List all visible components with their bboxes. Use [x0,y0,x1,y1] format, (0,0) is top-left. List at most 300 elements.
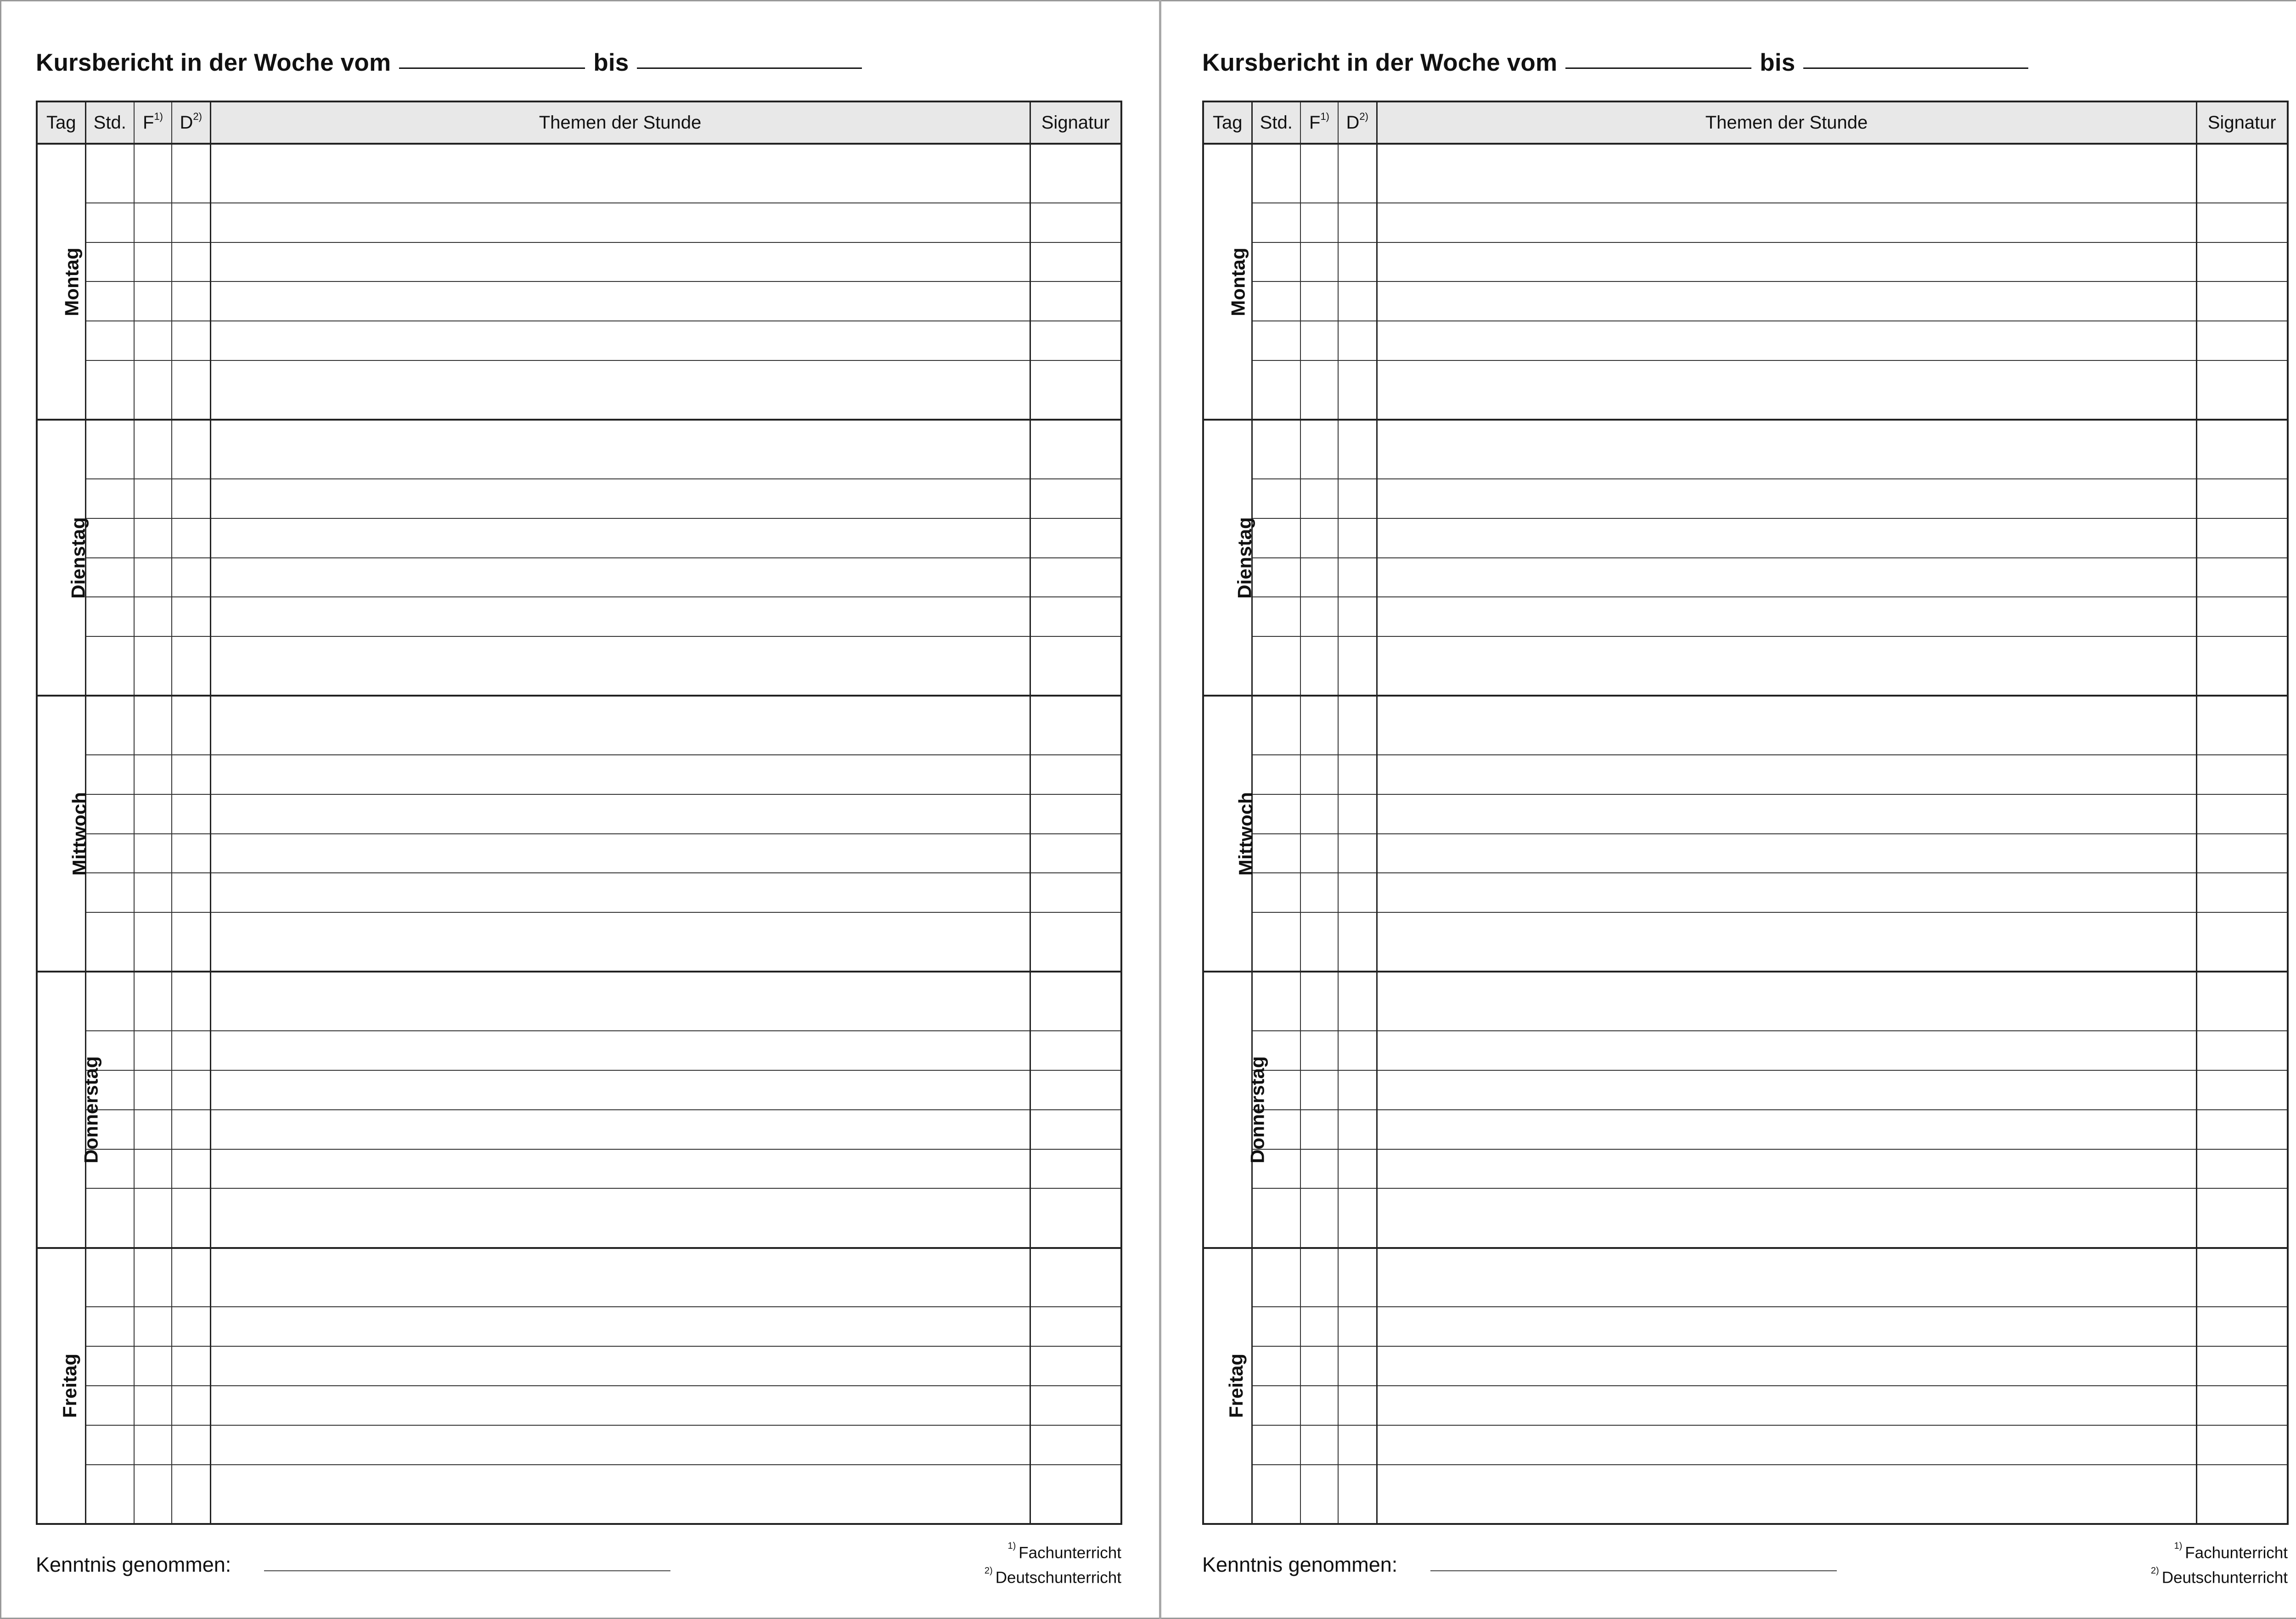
topic-cell[interactable] [210,1425,1030,1465]
topic-cell[interactable] [1377,1307,2196,1346]
signature-cell[interactable] [2196,321,2288,360]
d-cell[interactable] [1338,597,1377,636]
f-cell[interactable] [1300,834,1338,873]
signature-cell[interactable] [2196,1149,2288,1189]
f-cell[interactable] [1300,1031,1338,1070]
std-cell[interactable] [1252,636,1300,696]
std-cell[interactable] [85,1386,134,1425]
std-cell[interactable] [85,558,134,597]
f-cell[interactable] [1300,321,1338,360]
signature-cell[interactable] [1030,281,1121,321]
d-cell[interactable] [1338,972,1377,1031]
signature-cell[interactable] [1030,1465,1121,1524]
signature-cell[interactable] [2196,1110,2288,1149]
topic-cell[interactable] [210,1386,1030,1425]
topic-cell[interactable] [1377,242,2196,282]
f-cell[interactable] [134,1465,172,1524]
std-cell[interactable] [85,873,134,912]
d-cell[interactable] [1338,1110,1377,1149]
f-cell[interactable] [1300,479,1338,518]
d-cell[interactable] [172,321,210,360]
d-cell[interactable] [1338,518,1377,558]
topic-cell[interactable] [1377,479,2196,518]
std-cell[interactable] [85,321,134,360]
f-cell[interactable] [1300,203,1338,242]
std-cell[interactable] [85,1346,134,1386]
signature-cell[interactable] [1030,518,1121,558]
f-cell[interactable] [1300,144,1338,203]
topic-cell[interactable] [1377,1248,2196,1307]
topic-cell[interactable] [1377,360,2196,420]
topic-cell[interactable] [210,972,1030,1031]
std-cell[interactable] [1252,203,1300,242]
d-cell[interactable] [1338,1188,1377,1248]
topic-cell[interactable] [210,242,1030,282]
std-cell[interactable] [85,144,134,203]
topic-cell[interactable] [210,794,1030,834]
f-cell[interactable] [1300,360,1338,420]
signature-cell[interactable] [1030,1307,1121,1346]
f-cell[interactable] [1300,1248,1338,1307]
d-cell[interactable] [1338,144,1377,203]
d-cell[interactable] [1338,1070,1377,1110]
d-cell[interactable] [1338,755,1377,794]
d-cell[interactable] [172,972,210,1031]
signature-cell[interactable] [1030,1110,1121,1149]
signature-cell[interactable] [1030,1248,1121,1307]
std-cell[interactable] [1252,1188,1300,1248]
signature-cell[interactable] [1030,203,1121,242]
signature-cell[interactable] [2196,636,2288,696]
d-cell[interactable] [172,479,210,518]
d-cell[interactable] [1338,794,1377,834]
std-cell[interactable] [1252,873,1300,912]
f-cell[interactable] [1300,1070,1338,1110]
d-cell[interactable] [172,1188,210,1248]
d-cell[interactable] [1338,1386,1377,1425]
signature-cell[interactable] [1030,597,1121,636]
topic-cell[interactable] [210,912,1030,972]
d-cell[interactable] [1338,1031,1377,1070]
d-cell[interactable] [1338,834,1377,873]
topic-cell[interactable] [210,479,1030,518]
d-cell[interactable] [172,1070,210,1110]
std-cell[interactable] [85,203,134,242]
d-cell[interactable] [1338,1248,1377,1307]
f-cell[interactable] [134,203,172,242]
f-cell[interactable] [134,1346,172,1386]
topic-cell[interactable] [1377,912,2196,972]
topic-cell[interactable] [210,203,1030,242]
topic-cell[interactable] [1377,972,2196,1031]
f-cell[interactable] [134,636,172,696]
topic-cell[interactable] [1377,1386,2196,1425]
d-cell[interactable] [172,420,210,479]
topic-cell[interactable] [210,1465,1030,1524]
topic-cell[interactable] [210,360,1030,420]
signature-cell[interactable] [2196,1307,2288,1346]
signature-cell[interactable] [2196,1386,2288,1425]
d-cell[interactable] [172,1248,210,1307]
f-cell[interactable] [134,1425,172,1465]
d-cell[interactable] [172,912,210,972]
topic-cell[interactable] [1377,873,2196,912]
topic-cell[interactable] [1377,636,2196,696]
d-cell[interactable] [1338,1465,1377,1524]
std-cell[interactable] [85,636,134,696]
signature-cell[interactable] [1030,1188,1121,1248]
d-cell[interactable] [172,518,210,558]
f-cell[interactable] [134,972,172,1031]
std-cell[interactable] [1252,1346,1300,1386]
d-cell[interactable] [172,597,210,636]
f-cell[interactable] [1300,281,1338,321]
signature-cell[interactable] [2196,1031,2288,1070]
f-cell[interactable] [1300,696,1338,755]
std-cell[interactable] [1252,597,1300,636]
topic-cell[interactable] [210,1149,1030,1189]
signature-cell[interactable] [1030,558,1121,597]
std-cell[interactable] [1252,1307,1300,1346]
d-cell[interactable] [172,360,210,420]
f-cell[interactable] [1300,1346,1338,1386]
f-cell[interactable] [1300,912,1338,972]
signature-cell[interactable] [1030,1386,1121,1425]
std-cell[interactable] [1252,321,1300,360]
std-cell[interactable] [1252,420,1300,479]
topic-cell[interactable] [210,281,1030,321]
d-cell[interactable] [172,834,210,873]
signature-cell[interactable] [2196,281,2288,321]
topic-cell[interactable] [210,873,1030,912]
std-cell[interactable] [1252,1248,1300,1307]
f-cell[interactable] [1300,518,1338,558]
std-cell[interactable] [1252,696,1300,755]
d-cell[interactable] [172,636,210,696]
std-cell[interactable] [85,1307,134,1346]
signature-cell[interactable] [2196,1248,2288,1307]
signature-cell[interactable] [2196,834,2288,873]
signature-cell[interactable] [1030,1070,1121,1110]
signature-cell[interactable] [1030,972,1121,1031]
signature-cell[interactable] [2196,1346,2288,1386]
date-from-blank[interactable] [1565,67,1751,69]
f-cell[interactable] [1300,242,1338,282]
f-cell[interactable] [134,321,172,360]
d-cell[interactable] [172,558,210,597]
std-cell[interactable] [85,242,134,282]
d-cell[interactable] [172,1425,210,1465]
signature-cell[interactable] [2196,203,2288,242]
signature-cell[interactable] [2196,242,2288,282]
signature-cell[interactable] [2196,597,2288,636]
d-cell[interactable] [1338,636,1377,696]
f-cell[interactable] [1300,755,1338,794]
date-from-blank[interactable] [399,67,585,69]
d-cell[interactable] [1338,479,1377,518]
signature-cell[interactable] [1030,1425,1121,1465]
std-cell[interactable] [85,972,134,1031]
f-cell[interactable] [134,597,172,636]
signature-cell[interactable] [2196,479,2288,518]
date-to-blank[interactable] [637,67,862,69]
f-cell[interactable] [134,1248,172,1307]
std-cell[interactable] [1252,360,1300,420]
d-cell[interactable] [1338,1425,1377,1465]
d-cell[interactable] [1338,203,1377,242]
f-cell[interactable] [1300,1425,1338,1465]
std-cell[interactable] [1252,1465,1300,1524]
f-cell[interactable] [134,360,172,420]
signature-cell[interactable] [1030,1346,1121,1386]
std-cell[interactable] [1252,144,1300,203]
topic-cell[interactable] [210,1188,1030,1248]
topic-cell[interactable] [1377,518,2196,558]
std-cell[interactable] [85,281,134,321]
f-cell[interactable] [1300,972,1338,1031]
table-row [1203,755,2288,794]
d-cell[interactable] [172,1110,210,1149]
signature-cell[interactable] [1030,360,1121,420]
d-cell[interactable] [1338,281,1377,321]
f-cell[interactable] [1300,597,1338,636]
signature-cell[interactable] [1030,834,1121,873]
f-cell[interactable] [1300,1307,1338,1346]
topic-cell[interactable] [210,321,1030,360]
std-cell[interactable] [85,1465,134,1524]
std-cell[interactable] [85,794,134,834]
f-cell[interactable] [134,834,172,873]
f-cell[interactable] [134,479,172,518]
std-cell[interactable] [85,755,134,794]
topic-cell[interactable] [210,558,1030,597]
std-cell[interactable] [1252,479,1300,518]
std-cell[interactable] [85,479,134,518]
std-cell[interactable] [1252,794,1300,834]
d-cell[interactable] [172,1346,210,1386]
d-cell[interactable] [172,1031,210,1070]
f-cell[interactable] [134,912,172,972]
signature-cell[interactable] [1030,794,1121,834]
signature-cell[interactable] [2196,873,2288,912]
topic-cell[interactable] [1377,597,2196,636]
d-cell[interactable] [172,1465,210,1524]
topic-cell[interactable] [210,1346,1030,1386]
d-cell[interactable] [172,144,210,203]
topic-cell[interactable] [1377,203,2196,242]
signature-cell[interactable] [1030,242,1121,282]
std-cell[interactable] [85,1425,134,1465]
topic-cell[interactable] [1377,1346,2196,1386]
std-cell[interactable] [85,360,134,420]
d-cell[interactable] [172,755,210,794]
topic-cell[interactable] [1377,1031,2196,1070]
topic-cell[interactable] [210,834,1030,873]
topic-cell[interactable] [210,1110,1030,1149]
std-cell[interactable] [1252,1425,1300,1465]
f-cell[interactable] [1300,1465,1338,1524]
f-cell[interactable] [134,755,172,794]
std-cell[interactable] [1252,558,1300,597]
std-cell[interactable] [1252,242,1300,282]
d-cell[interactable] [1338,873,1377,912]
d-cell[interactable] [172,794,210,834]
topic-cell[interactable] [1377,1465,2196,1524]
signature-cell[interactable] [1030,636,1121,696]
std-cell[interactable] [1252,518,1300,558]
std-cell[interactable] [1252,834,1300,873]
topic-cell[interactable] [1377,144,2196,203]
topic-cell[interactable] [1377,1070,2196,1110]
signature-cell[interactable] [1030,696,1121,755]
signature-cell[interactable] [1030,1149,1121,1189]
signature-cell[interactable] [2196,360,2288,420]
d-cell[interactable] [172,873,210,912]
topic-cell[interactable] [1377,321,2196,360]
topic-cell[interactable] [1377,834,2196,873]
d-cell[interactable] [172,1307,210,1346]
signature-cell[interactable] [2196,755,2288,794]
f-cell[interactable] [1300,420,1338,479]
signature-cell[interactable] [2196,558,2288,597]
signature-cell[interactable] [1030,873,1121,912]
std-cell[interactable] [85,1248,134,1307]
std-cell[interactable] [85,597,134,636]
f-cell[interactable] [134,144,172,203]
topic-cell[interactable] [210,1248,1030,1307]
f-cell[interactable] [1300,1149,1338,1189]
topic-cell[interactable] [1377,794,2196,834]
f-cell[interactable] [134,1149,172,1189]
f-cell[interactable] [134,696,172,755]
f-cell[interactable] [134,558,172,597]
d-cell[interactable] [172,242,210,282]
f-cell[interactable] [134,1110,172,1149]
f-cell[interactable] [134,518,172,558]
signature-cell[interactable] [2196,1425,2288,1465]
signature-cell[interactable] [1030,321,1121,360]
topic-cell[interactable] [210,1031,1030,1070]
d-cell[interactable] [1338,558,1377,597]
f-cell[interactable] [134,242,172,282]
signature-cell[interactable] [2196,1070,2288,1110]
signature-cell[interactable] [2196,972,2288,1031]
f-cell[interactable] [134,281,172,321]
date-to-blank[interactable] [1803,67,2028,69]
signature-cell[interactable] [1030,479,1121,518]
f-cell[interactable] [1300,1110,1338,1149]
signature-cell[interactable] [1030,420,1121,479]
f-cell[interactable] [134,1031,172,1070]
topic-cell[interactable] [210,144,1030,203]
signature-cell[interactable] [1030,755,1121,794]
f-cell[interactable] [134,420,172,479]
topic-cell[interactable] [210,420,1030,479]
d-cell[interactable] [1338,242,1377,282]
signature-cell[interactable] [1030,144,1121,203]
f-cell[interactable] [1300,873,1338,912]
topic-cell[interactable] [1377,420,2196,479]
ack-signature-line[interactable] [264,1570,670,1571]
f-cell[interactable] [134,1307,172,1346]
d-cell[interactable] [1338,321,1377,360]
ack-signature-line[interactable] [1430,1570,1837,1571]
d-cell[interactable] [172,203,210,242]
f-cell[interactable] [134,873,172,912]
d-cell[interactable] [172,1149,210,1189]
topic-cell[interactable] [1377,558,2196,597]
topic-cell[interactable] [210,518,1030,558]
std-cell[interactable] [85,518,134,558]
std-cell[interactable] [1252,1386,1300,1425]
header-d: $D^{2)}$ [172,101,210,144]
f-cell[interactable] [1300,636,1338,696]
topic-cell[interactable] [1377,1188,2196,1248]
d-cell[interactable] [172,1386,210,1425]
d-cell[interactable] [172,281,210,321]
std-cell[interactable] [85,912,134,972]
signature-cell[interactable] [2196,696,2288,755]
topic-cell[interactable] [210,1307,1030,1346]
d-cell[interactable] [1338,912,1377,972]
topic-cell[interactable] [210,1070,1030,1110]
d-cell[interactable] [1338,360,1377,420]
signature-cell[interactable] [2196,144,2288,203]
std-cell[interactable] [85,420,134,479]
f-cell[interactable] [1300,794,1338,834]
signature-cell[interactable] [2196,912,2288,972]
f-cell[interactable] [134,1386,172,1425]
signature-cell[interactable] [1030,1031,1121,1070]
topic-cell[interactable] [1377,1149,2196,1189]
topic-cell[interactable] [210,696,1030,755]
std-cell[interactable] [1252,972,1300,1031]
std-cell[interactable] [85,1188,134,1248]
std-cell[interactable] [85,834,134,873]
d-cell[interactable] [172,696,210,755]
std-cell[interactable] [85,696,134,755]
std-cell[interactable] [1252,912,1300,972]
d-cell[interactable] [1338,1149,1377,1189]
f-cell[interactable] [134,794,172,834]
topic-cell[interactable] [210,636,1030,696]
signature-cell[interactable] [2196,1465,2288,1524]
std-cell[interactable] [1252,755,1300,794]
f-cell[interactable] [134,1188,172,1248]
f-cell[interactable] [134,1070,172,1110]
d-cell[interactable] [1338,1307,1377,1346]
topic-cell[interactable] [1377,1425,2196,1465]
signature-cell[interactable] [2196,420,2288,479]
f-cell[interactable] [1300,558,1338,597]
f-cell[interactable] [1300,1386,1338,1425]
d-cell[interactable] [1338,1346,1377,1386]
signature-cell[interactable] [2196,518,2288,558]
f-cell[interactable] [1300,1188,1338,1248]
topic-cell[interactable] [1377,755,2196,794]
signature-cell[interactable] [1030,912,1121,972]
topic-cell[interactable] [1377,1110,2196,1149]
topic-cell[interactable] [1377,696,2196,755]
topic-cell[interactable] [210,755,1030,794]
std-cell[interactable] [1252,281,1300,321]
d-cell[interactable] [1338,420,1377,479]
d-cell[interactable] [1338,696,1377,755]
signature-cell[interactable] [2196,1188,2288,1248]
topic-cell[interactable] [1377,281,2196,321]
signature-cell[interactable] [2196,794,2288,834]
topic-cell[interactable] [210,597,1030,636]
